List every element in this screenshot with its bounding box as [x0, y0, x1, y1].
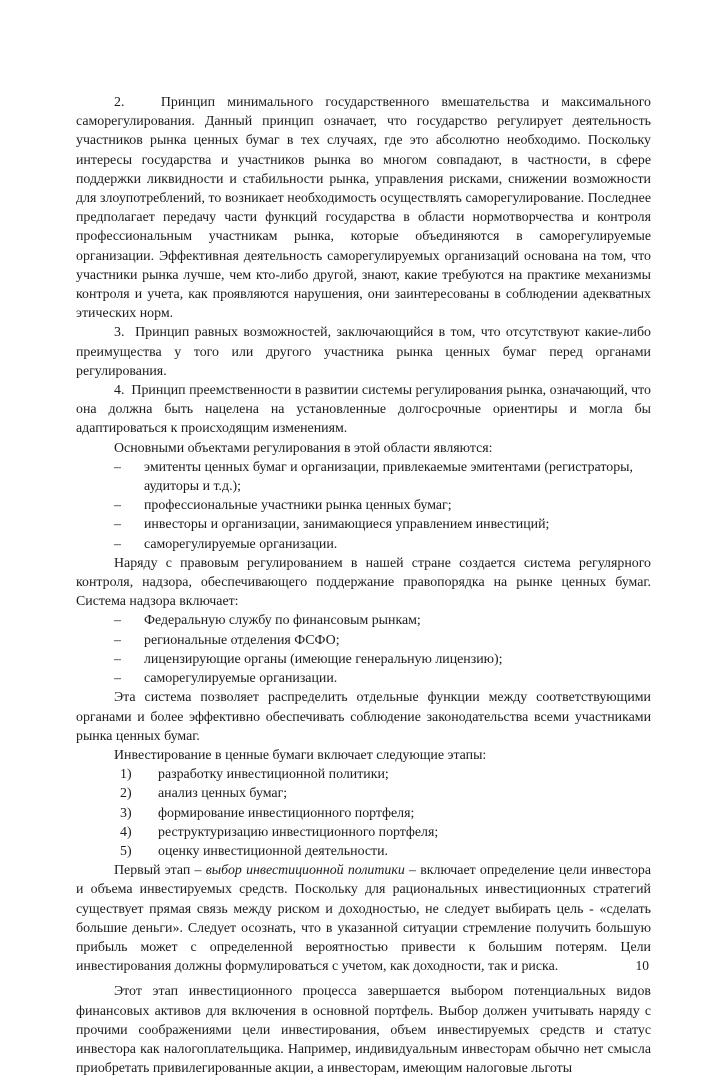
list-item — [76, 842, 651, 861]
paragraph-stage-completion: Этот этап инвестиционного процесса завершается выбором потенциальных видов финансовых активов для включения в основной портфель. Выбор должен учитывать наряду с прочими соображениями цели инвестирования, объем инвестируемых средств и статус инвестора как налогоплательщика. Например, индивидуальным инвесторам обычно нет смысла приобретать привилегированные акции, а инвесторам, имеющим налоговые льготы — [76, 984, 651, 1077]
paragraph-stages-intro: Инвестирование в ценные бумаги включает следующие этапы: — [114, 747, 487, 763]
paragraph-first-stage — [76, 861, 651, 976]
list-item-text: формирование инвестиционного портфеля; — [158, 805, 415, 821]
paragraph-supervision-summary: Эта система позволяет распределить отдельные функции между соответствующими органами и более эффективно обеспечивать соблюдение законодательства всеми участниками рынка ценных бумаг. — [76, 690, 651, 744]
list-item-text: региональные отделения ФСФО; — [144, 632, 340, 648]
dash-marker: – — [114, 613, 121, 629]
list-item-text: профессиональные участники рынка ценных бумаг; — [144, 498, 452, 514]
dash-marker: – — [114, 498, 121, 514]
list-item — [76, 611, 651, 630]
dash-marker: – — [114, 536, 121, 552]
paragraph-principle-2: 2. Принцип минимального государственного вмешательства и максимального саморегулирования. Данный принцип означает, что государство регулирует деятельность участников рынка ценных бумаг в тех случаях, где это абсолютно необходимо. Поскольку интересы государства и участников рынка во многом совпадают, в частности, в сфере поддержки ликвидности и стабильности рынка, управления рисками, снижении возможности для злоупотреблений, то возникает необходимость осуществлять саморегулирование. Последнее предполагает передачу части функций государства в области нормотворчества и контроля профессиональным участникам рынка, которые объединяются в саморегулируемые организации. Эффективная деятельность саморегулируемых организаций основана на том, что участники рынка лучше, чем кто-либо другой, знают, какие требуются на практике механизмы контроля и учета, как проявляются нарушения, они заинтересованы в соблюдении адекватных этических норм. — [76, 95, 651, 322]
list-item — [76, 804, 651, 823]
list-item-text: саморегулируемые организации. — [144, 671, 338, 687]
dash-marker: – — [114, 651, 121, 667]
list-item-number: 1) — [120, 767, 132, 783]
list-item-text: лицензирующие органы (имеющие генеральную лицензию); — [144, 651, 503, 667]
text-run: – включает определение цели инвестора и объема инвестируемых средств. Поскольку для рациональных инвестиционных стратегий существует прямая связь между риском и доходностью, не следует выбирать цель - «сделать большие деньги». Следует осознать, что в указанной ситуации стремление получить большую прибыль может с определенной вероятностью привести к большим потерям. Цели инвестирования должны формулироваться с учетом, как доходности, так и риска. — [76, 863, 651, 975]
list-item-text: Федеральную службу по финансовым рынкам; — [144, 613, 421, 629]
paragraph-supervision-intro: Наряду с правовым регулированием в нашей стране создается система регулярного контроля, надзора, обеспечивающего поддержание правопорядка на рынке ценных бумаг. Система надзора включает: — [76, 555, 651, 610]
dash-marker: – — [114, 459, 121, 475]
paragraph-objects-intro: Основными объектами регулирования в этой области являются: — [114, 440, 493, 456]
list-item — [76, 669, 651, 688]
list-item-number: 3) — [120, 805, 132, 821]
list-item-number: 5) — [120, 843, 132, 859]
list-item — [76, 631, 651, 650]
list-item-text: реструктуризацию инвестиционного портфеля; — [158, 824, 439, 840]
list-item-number: 2) — [120, 786, 132, 802]
list-item-text: саморегулируемые организации. — [144, 536, 338, 552]
dash-marker: – — [114, 671, 121, 687]
list-item — [76, 823, 651, 842]
dash-marker: – — [114, 517, 121, 533]
list-item — [76, 496, 651, 515]
paragraph-principle-3: 3. Принцип равных возможностей, заключающийся в том, что отсутствуют какие-либо преимущества у того или другого участника рынка ценных бумаг перед органами регулирования. — [76, 325, 651, 379]
list-item — [76, 535, 651, 554]
list-item-text: оценку инвестиционной деятельности. — [158, 843, 388, 859]
list-item-number: 4) — [120, 824, 132, 840]
emphasis-term: выбор инвестиционной политики — [205, 863, 405, 879]
list-item — [76, 650, 651, 669]
text-run: Первый этап – — [114, 863, 206, 879]
page-body — [76, 93, 651, 1078]
list-item — [76, 515, 651, 534]
list-item-text: анализ ценных бумаг; — [158, 786, 288, 802]
paragraph-principle-4: 4. Принцип преемственности в развитии системы регулирования рынка, означающий, что она должна быть нацелена на установленные долгосрочные ориентиры и могла бы адаптироваться к происходящим изменениям. — [76, 383, 651, 437]
list-item-text: разработку инвестиционной политики; — [158, 767, 389, 783]
list-item — [76, 765, 651, 784]
list-item-text: инвесторы и организации, занимающиеся управлением инвестиций; — [144, 517, 550, 533]
list-item — [76, 784, 651, 803]
list-item — [76, 458, 651, 496]
dash-marker: – — [114, 632, 121, 648]
page-number: 10 — [635, 958, 649, 973]
list-item-text: эмитенты ценных бумаг и организации, привлекаемые эмитентами (регистраторы, аудиторы и т.д.); — [144, 459, 633, 495]
